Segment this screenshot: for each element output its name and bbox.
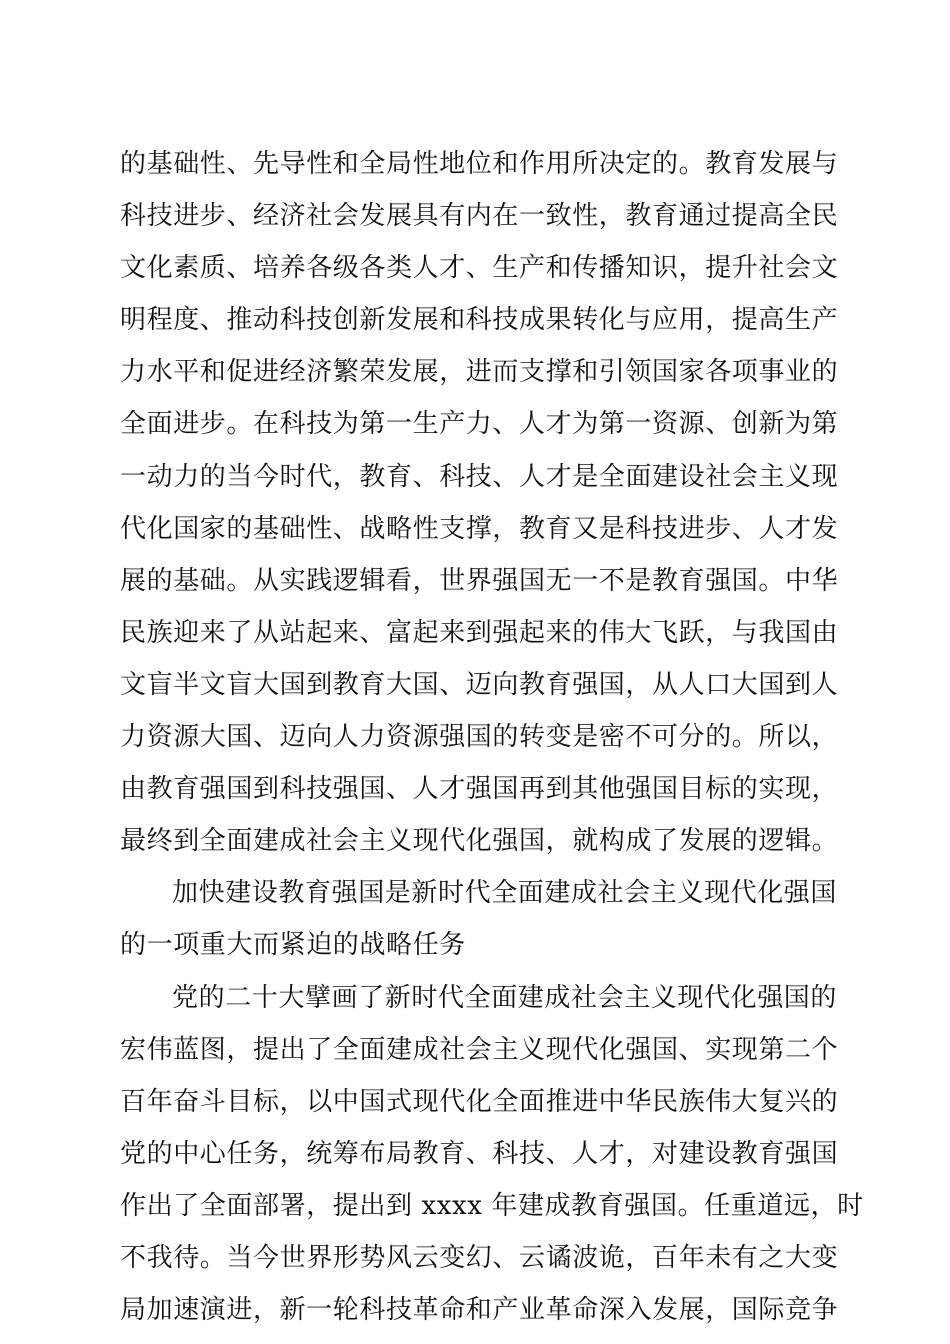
text-line: 最终到全面建成社会主义现代化强国，就构成了发展的逻辑。	[120, 826, 839, 857]
text-line: 展的基础。从实践逻辑看，世界强国无一不是教育强国。中华	[120, 565, 839, 596]
text-line: 文化素质、培养各级各类人才、生产和传播知识，提升社会文	[120, 253, 839, 284]
text-line: 宏伟蓝图，提出了全面建成社会主义现代化强国、实现第二个	[120, 1034, 839, 1065]
text-line: 全面进步。在科技为第一生产力、人才为第一资源、创新为第	[120, 409, 839, 440]
section-heading-line: 加快建设教育强国是新时代全面建成社会主义现代化强国	[172, 878, 838, 909]
text-line: 文盲半文盲大国到教育大国、迈向教育强国，从人口大国到人	[120, 669, 839, 700]
text-line: 由教育强国到科技强国、人才强国再到其他强国目标的实现，	[120, 774, 839, 805]
text-line: 百年奋斗目标，以中国式现代化全面推进中华民族伟大复兴的	[120, 1086, 839, 1117]
section-heading-line: 的一项重大而紧迫的战略任务	[120, 930, 466, 961]
text-line: 明程度、推动科技创新发展和科技成果转化与应用，提高生产	[120, 305, 839, 336]
text-line: 科技进步、经济社会发展具有内在一致性，教育通过提高全民	[120, 201, 839, 232]
text-line: 力资源大国、迈向人力资源强国的转变是密不可分的。所以，	[120, 722, 839, 753]
text-line: 一动力的当今时代，教育、科技、人才是全面建设社会主义现	[120, 461, 839, 492]
body-text	[120, 138, 864, 1336]
text-line: 不我待。当今世界形势风云变幻、云谲波诡，百年未有之大变	[120, 1242, 839, 1273]
text-line: 的基础性、先导性和全局性地位和作用所决定的。教育发展与	[120, 149, 839, 179]
text-line: 代化国家的基础性、战略性支撑，教育又是科技进步、人才发	[120, 513, 839, 544]
text-line: 作出了全面部署，提出到 xxxx 年建成教育强国。任重道远，时	[120, 1190, 864, 1221]
text-line: 党的中心任务，统筹布局教育、科技、人才，对建设教育强国	[120, 1138, 839, 1169]
text-line: 民族迎来了从站起来、富起来到强起来的伟大飞跃，与我国由	[120, 617, 839, 648]
text-line: 党的二十大擘画了新时代全面建成社会主义现代化强国的	[172, 982, 838, 1013]
text-line: 局加速演进，新一轮科技革命和产业革命深入发展，国际竞争	[120, 1295, 839, 1326]
text-line: 力水平和促进经济繁荣发展，进而支撑和引领国家各项事业的	[120, 357, 839, 388]
